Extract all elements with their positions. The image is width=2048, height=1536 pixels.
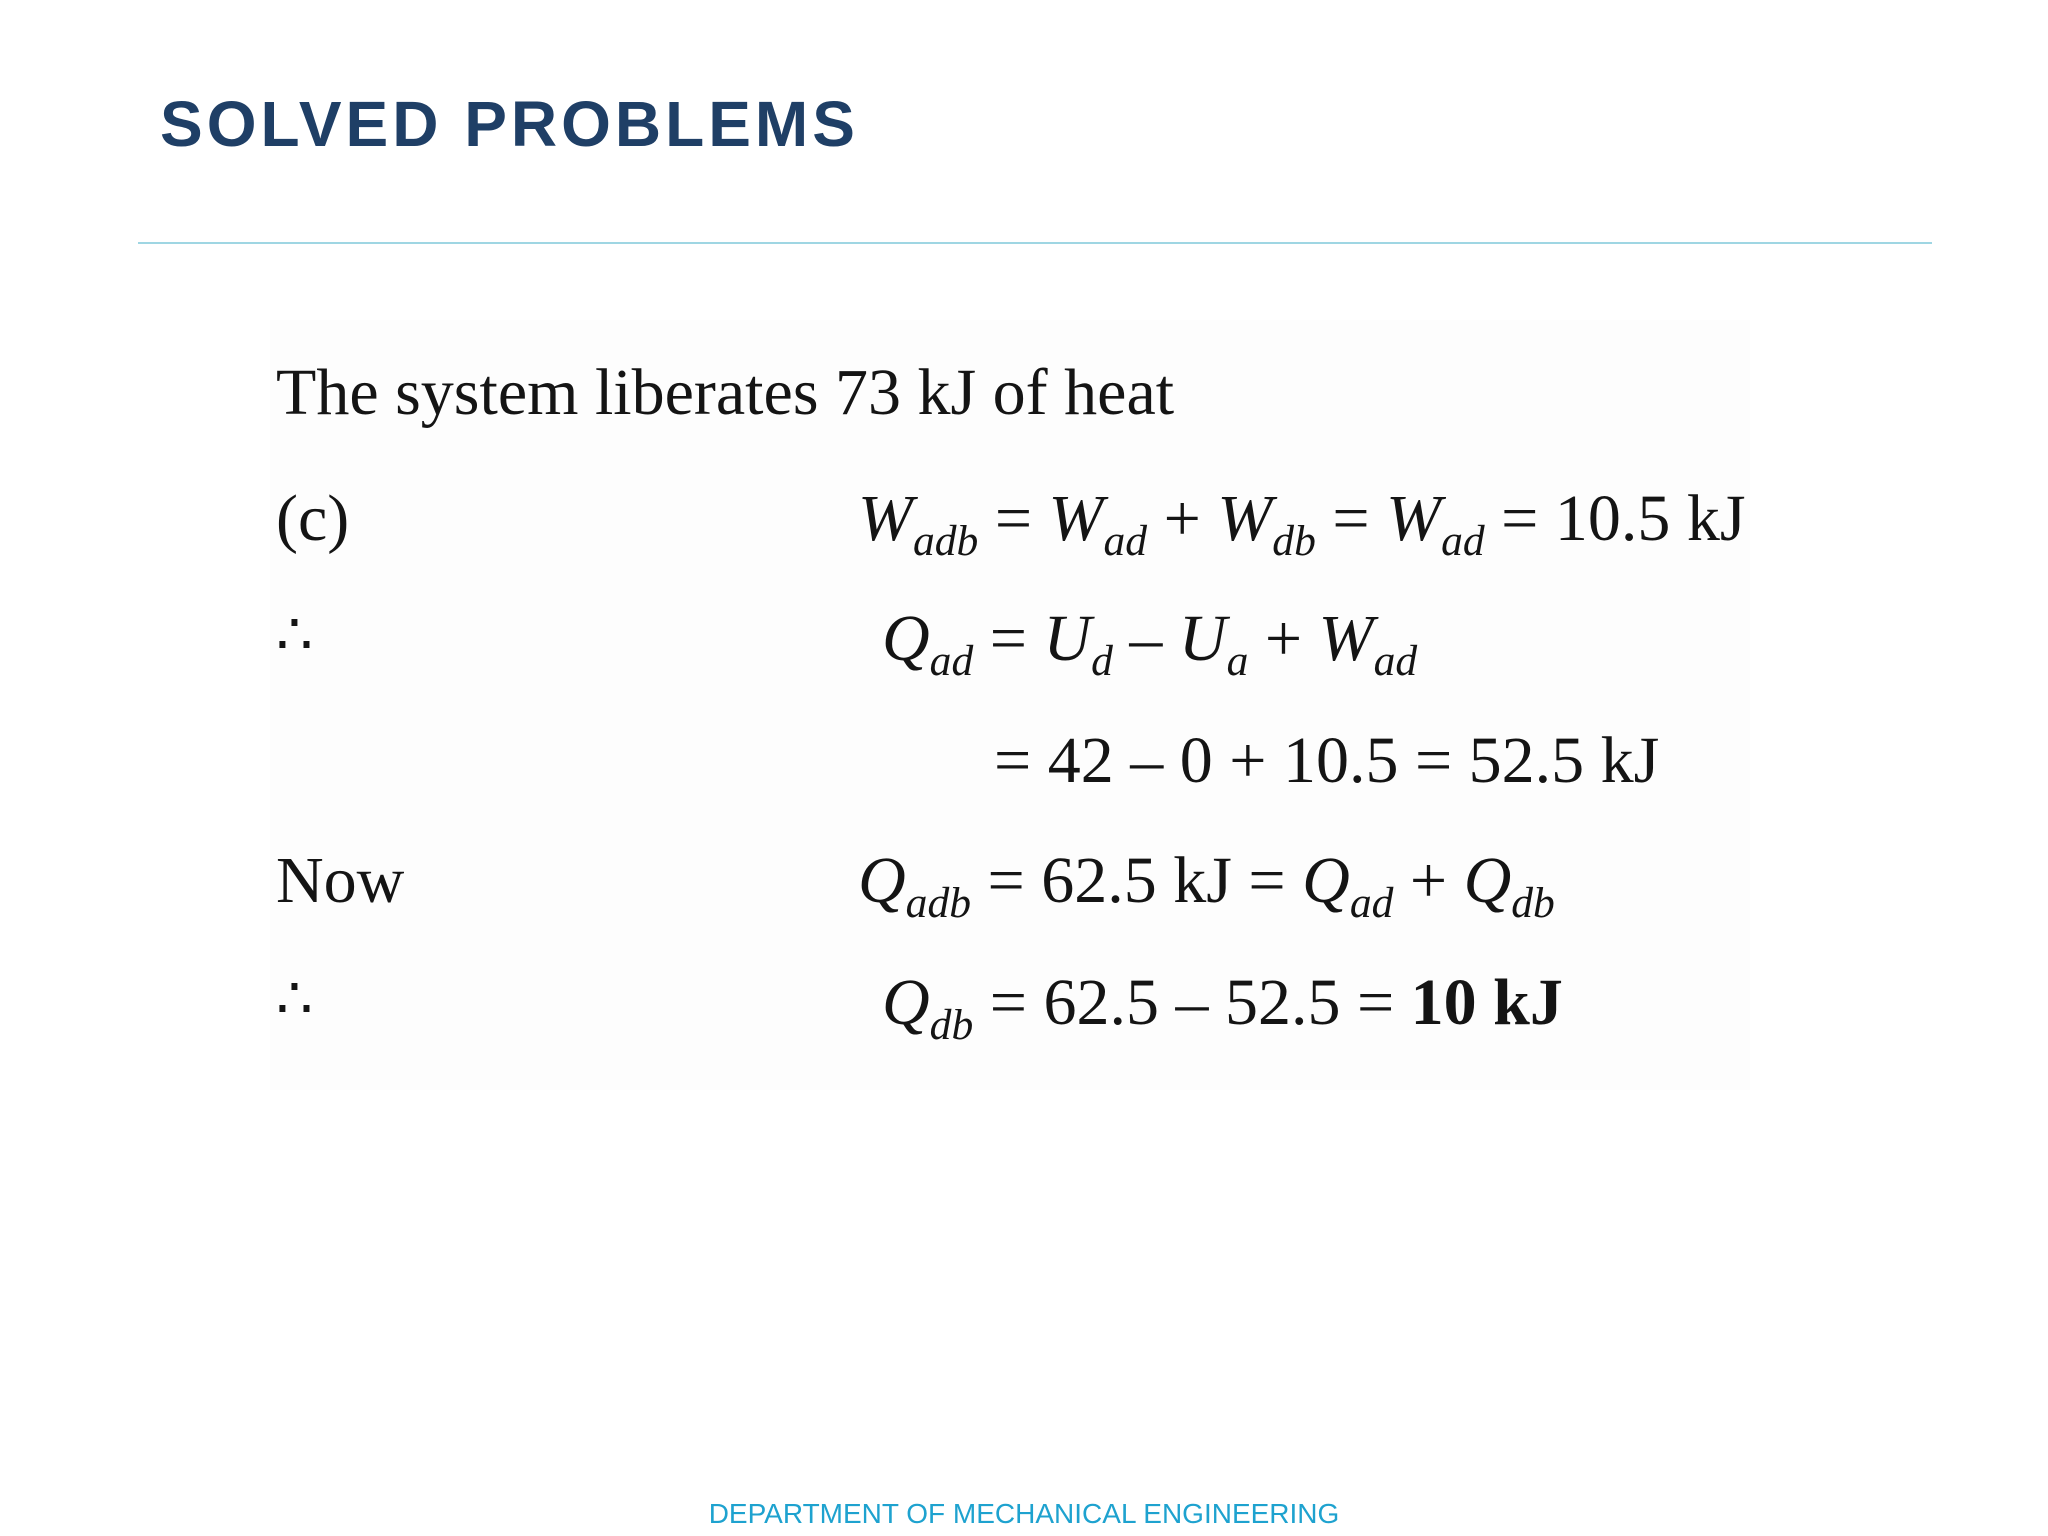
therefore-symbol-1: ∴ [276, 602, 311, 667]
equation-heat-ad-value: = 42 – 0 + 10.5 = 52.5 kJ [994, 724, 1660, 797]
footer-department: DEPARTMENT OF MECHANICAL ENGINEERING [708, 1498, 1340, 1529]
equation-heat-adb: $Q_{adb} = 62.5$ kJ = $Q_{ad} + Q_{db}$ [858, 844, 1555, 928]
equation-heat-ad: $Q_{ad} = U_d - U_a + W_{ad}$ [882, 602, 1418, 686]
slide-title: SOLVED PROBLEMS [160, 88, 859, 160]
intro-text: The system liberates 73 kJ of heat [276, 356, 1175, 429]
solution-image [270, 320, 1750, 1090]
equation-heat-db: $Q_{db} = 62.5 - 52.5 = 10$ kJ [882, 966, 1563, 1050]
equation-work-adb: $W_{adb} = W_{ad} + W_{db} = W_{ad} = 10.5$ kJ [858, 482, 1746, 566]
line-label-now: Now [276, 844, 405, 917]
therefore-symbol-2: ∴ [276, 966, 311, 1031]
title-divider [138, 242, 1932, 244]
line-label-c: (c) [276, 482, 350, 555]
